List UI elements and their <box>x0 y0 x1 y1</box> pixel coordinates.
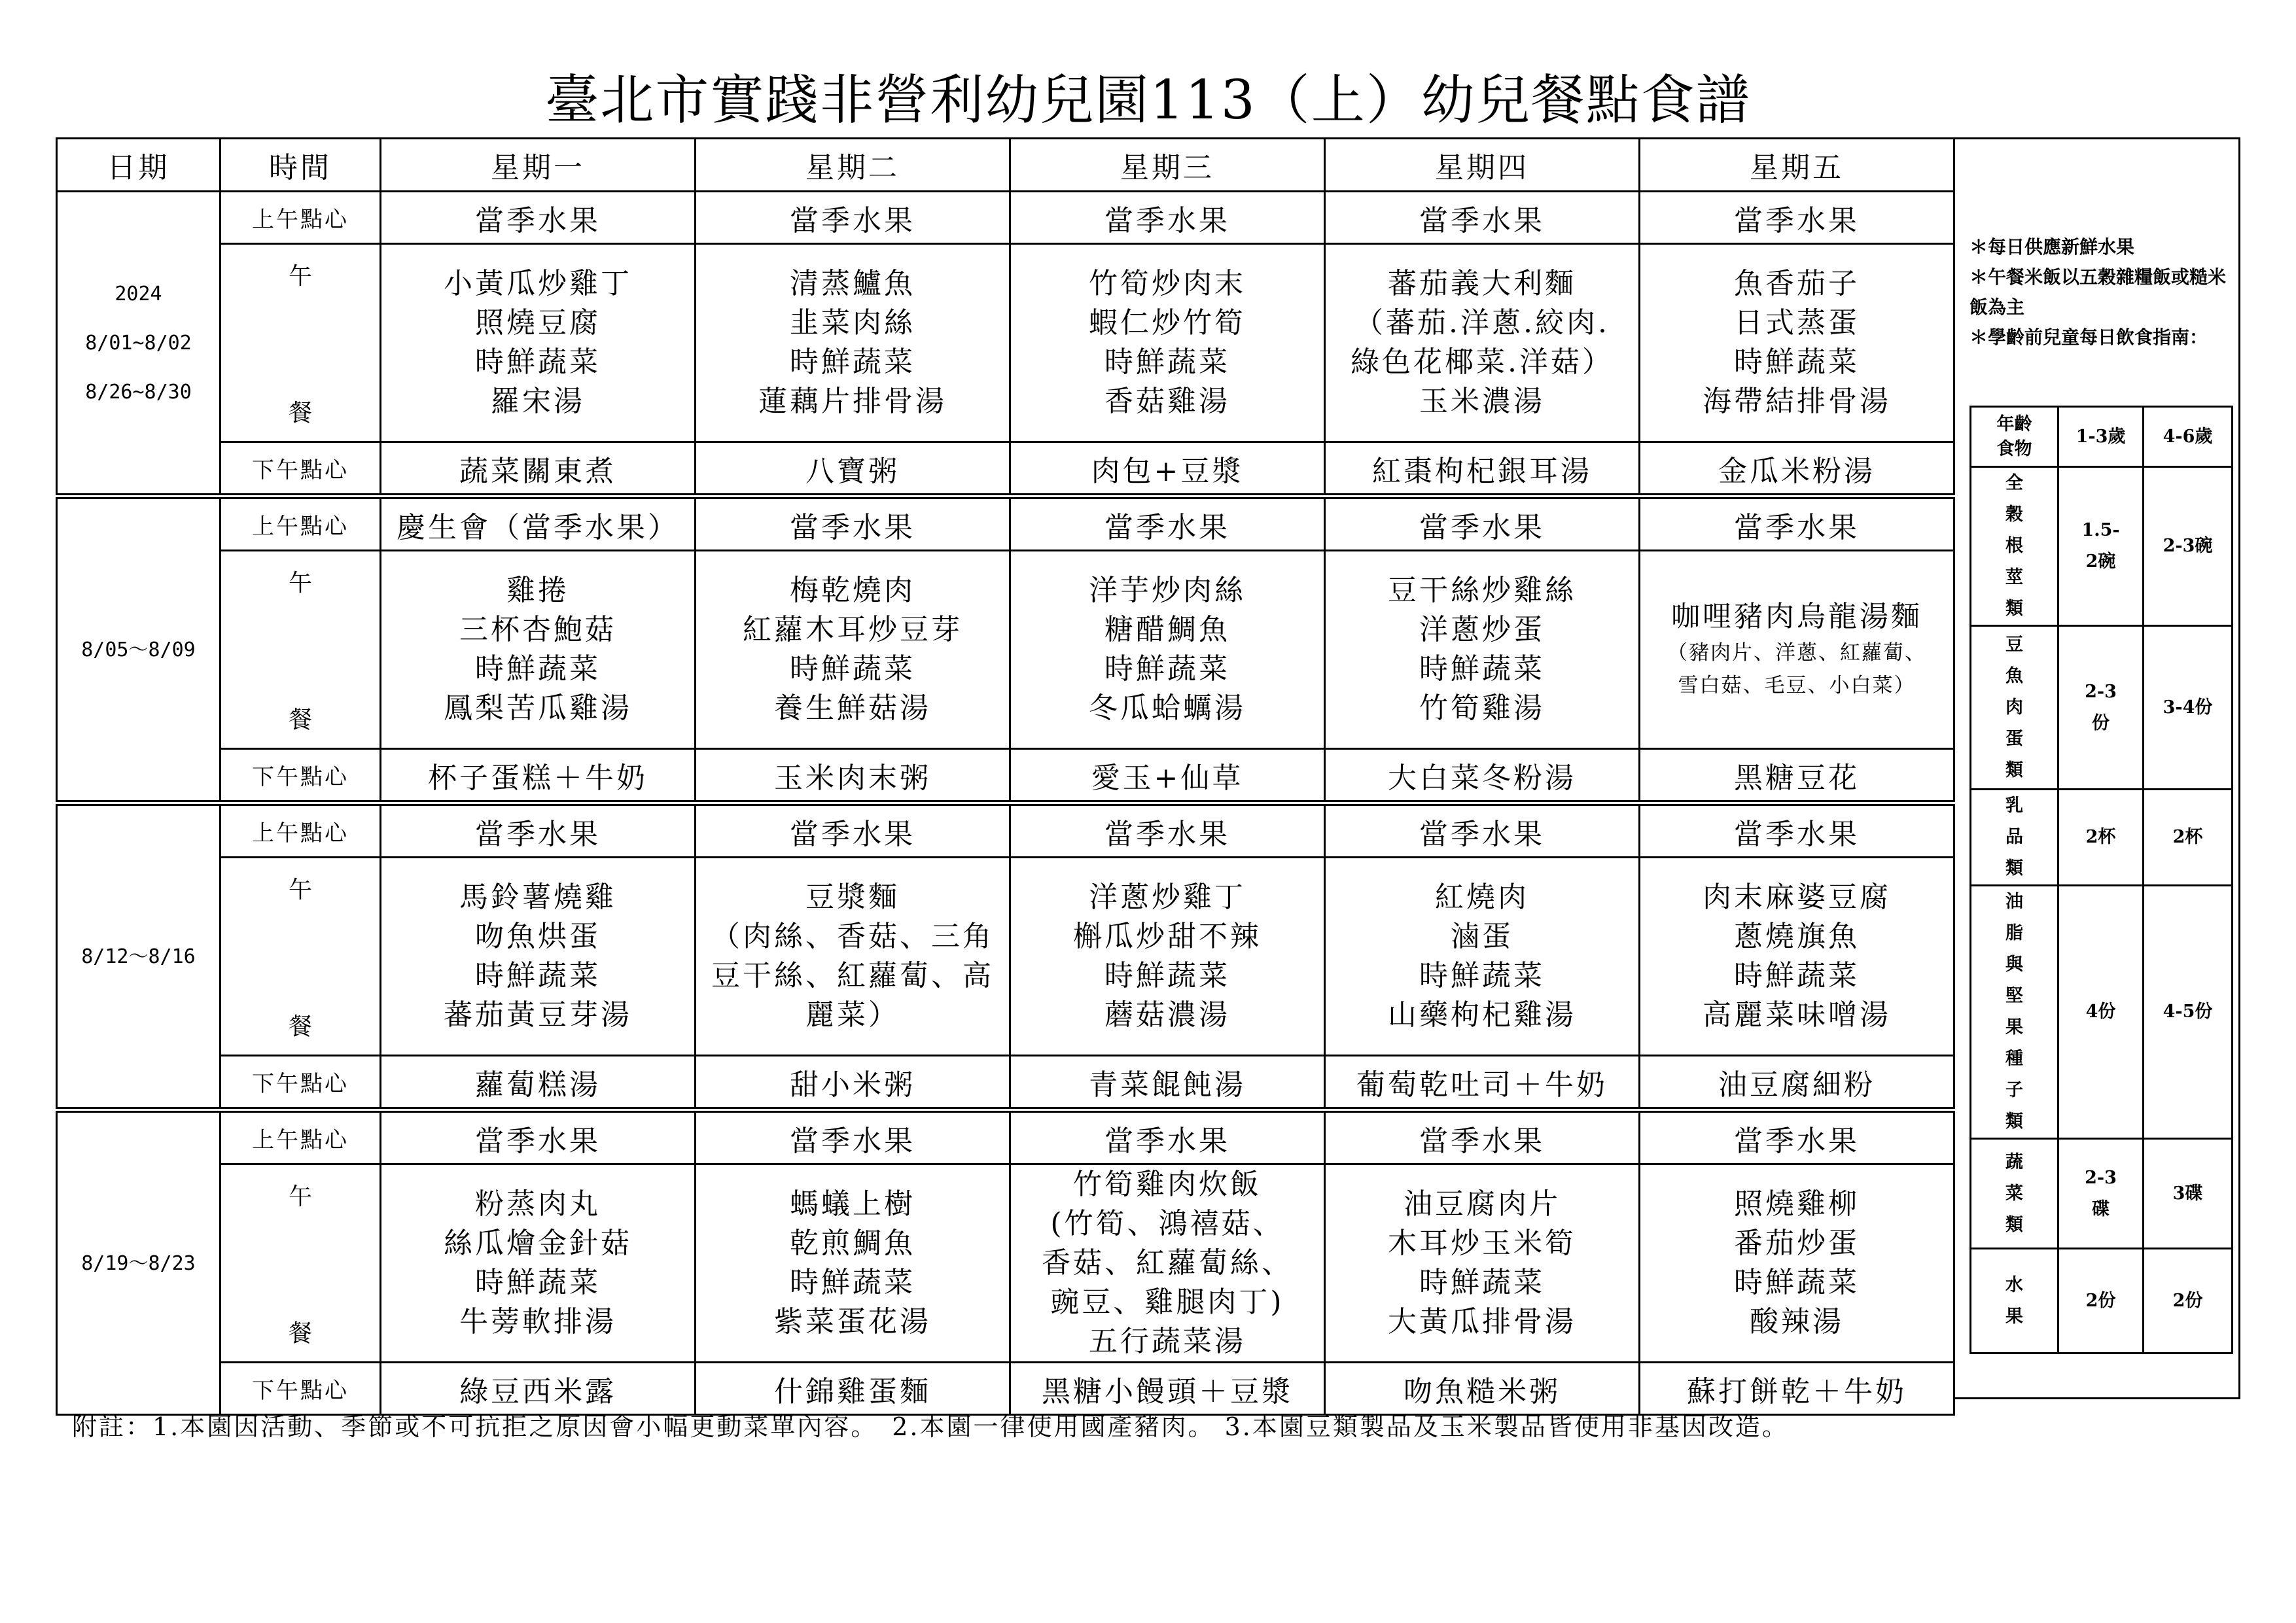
guide-amount-4-6-label: 2-3碗 <box>2163 536 2213 556</box>
week-date-line: 2024 <box>115 282 162 305</box>
header-monday: 星期一 <box>381 139 696 192</box>
lunch-dish: 乾煎鯛魚 <box>790 1227 915 1260</box>
snack-am-row <box>57 803 1954 858</box>
am-snack-tuesday: 當季水果 <box>696 497 1010 551</box>
lunch-dish: 小黃瓜炒雞丁 <box>444 267 632 300</box>
lunch-friday <box>1640 244 1954 442</box>
header-tuesday: 星期二 <box>696 139 1010 192</box>
lunch-dish: 香菇、紅蘿蔔絲、 <box>1042 1246 1293 1280</box>
slot-lunch-bottom: 餐 <box>288 1320 312 1347</box>
am-snack-monday: 當季水果 <box>381 192 696 244</box>
lunch-thursday <box>1325 1164 1640 1363</box>
lunch-dish: 三杯杏鮑菇 <box>459 613 616 646</box>
am-snack-monday: 當季水果 <box>381 1110 696 1164</box>
lunch-wednesday <box>1010 1164 1325 1363</box>
slot-am-snack: 上午點心 <box>221 497 381 551</box>
am-snack-tuesday: 當季水果 <box>696 192 1010 244</box>
pm-snack-friday: 蘇打餅乾＋牛奶 <box>1640 1363 1954 1415</box>
lunch-dish: 絲瓜燴金針菇 <box>444 1227 632 1260</box>
lunch-dish: 竹筍雞湯 <box>1419 691 1545 725</box>
lunch-dish: 時鮮蔬菜 <box>1734 959 1860 992</box>
guide-amount-1-3 <box>2058 467 2144 626</box>
am-snack-friday: 當季水果 <box>1640 192 1954 244</box>
week-date-line: 8/26~8/30 <box>85 380 192 404</box>
am-snack-thursday: 當季水果 <box>1325 192 1640 244</box>
snack-pm-row <box>57 749 1954 803</box>
header-wednesday: 星期三 <box>1010 139 1325 192</box>
guide-food-label: 蔬菜類 <box>2005 1151 2023 1235</box>
slot-lunch <box>221 551 381 749</box>
lunch-dish: 時鮮蔬菜 <box>1104 652 1230 686</box>
lunch-dish: 五行蔬菜湯 <box>1089 1325 1246 1358</box>
lunch-dish: 洋蔥炒蛋 <box>1419 613 1545 646</box>
lunch-friday <box>1640 858 1954 1056</box>
lunch-dish: 時鮮蔬菜 <box>790 345 915 379</box>
lunch-dish: 木耳炒玉米筍 <box>1388 1227 1576 1260</box>
guide-amount-1-3-label: 1.5-2碗 <box>2081 520 2120 572</box>
pm-snack-wednesday: 黑糖小饅頭＋豆漿 <box>1010 1363 1325 1415</box>
page-title: 臺北市實踐非營利幼兒園113（上）幼兒餐點食譜 <box>545 69 1751 131</box>
lunch-dish: 時鮮蔬菜 <box>1104 345 1230 379</box>
lunch-dish: 大黃瓜排骨湯 <box>1388 1305 1576 1338</box>
lunch-dish: （豬肉片、洋蔥、紅蘿蔔、 <box>1667 641 1926 665</box>
am-snack-friday: 當季水果 <box>1640 1110 1954 1164</box>
week-date-line: 8/12～8/16 <box>81 945 196 968</box>
guide-header-age-4-6: 4-6歲 <box>2144 407 2233 467</box>
guide-food-label: 全穀根莖類 <box>2005 473 2023 619</box>
lunch-dish: （肉絲、香菇、三角 <box>711 920 994 953</box>
lunch-dish: 酸辣湯 <box>1750 1305 1844 1338</box>
lunch-dish: 時鮮蔬菜 <box>475 652 601 686</box>
lunch-dish: 蔥燒旗魚 <box>1734 920 1860 953</box>
lunch-dish: 洋蔥炒雞丁 <box>1089 881 1246 914</box>
guide-amount-4-6 <box>2144 790 2233 886</box>
guide-food-group <box>1971 467 2058 626</box>
am-snack-wednesday: 當季水果 <box>1010 497 1325 551</box>
guide-food-group <box>1971 1249 2058 1353</box>
footnote: 附註：1.本園因活動、季節或不可抗拒之原因會小幅更動菜單內容。 2.本園一律使用國產豬肉。 3.本園豆類製品及玉米製品皆使用非基因改造。 <box>72 1412 1789 1441</box>
header-time: 時間 <box>221 139 381 192</box>
lunch-tuesday <box>696 858 1010 1056</box>
pm-snack-wednesday: 愛玉+仙草 <box>1010 749 1325 803</box>
menu-table <box>56 137 1955 1416</box>
am-snack-friday: 當季水果 <box>1640 497 1954 551</box>
lunch-dish: 麗菜） <box>805 998 900 1032</box>
lunch-dish: 時鮮蔬菜 <box>475 959 601 992</box>
guide-food-group <box>1971 886 2058 1139</box>
lunch-dish: 時鮮蔬菜 <box>475 345 601 379</box>
lunch-dish: 豆漿麵 <box>805 881 900 914</box>
menu-body <box>57 192 1954 1415</box>
lunch-dish: 紅燒肉 <box>1435 881 1529 914</box>
slot-pm-snack: 下午點心 <box>221 442 381 497</box>
guide-amount-4-6 <box>2144 1249 2233 1353</box>
guide-header-row <box>1971 407 2233 467</box>
lunch-dish: 蝦仁炒竹筍 <box>1089 306 1246 340</box>
lunch-friday <box>1640 551 1954 749</box>
guide-amount-4-6 <box>2144 886 2233 1139</box>
guide-header-age: 年齡 <box>1996 413 2032 434</box>
guide-row <box>1971 626 2233 790</box>
pm-snack-thursday: 吻魚糙米粥 <box>1325 1363 1640 1415</box>
lunch-dish: 時鮮蔬菜 <box>1419 959 1545 992</box>
lunch-dish: 螞蟻上樹 <box>790 1187 915 1221</box>
lunch-dish: 竹筍雞肉炊飯 <box>1073 1168 1262 1201</box>
header-date: 日期 <box>57 139 221 192</box>
guide-header-food: 食物 <box>1996 438 2032 459</box>
lunch-tuesday <box>696 551 1010 749</box>
guide-amount-1-3 <box>2058 886 2144 1139</box>
lunch-dish: 豆干絲、紅蘿蔔、高 <box>711 959 994 992</box>
lunch-dish: 梅乾燒肉 <box>790 574 915 607</box>
lunch-dish: 牛蒡軟排湯 <box>459 1305 616 1338</box>
pm-snack-wednesday: 青菜餛飩湯 <box>1010 1056 1325 1110</box>
snack-pm-row <box>57 1056 1954 1110</box>
slot-lunch-top: 午 <box>288 263 312 290</box>
lunch-dish: 雪白菇、毛豆、小白菜） <box>1678 674 1916 697</box>
am-snack-thursday: 當季水果 <box>1325 497 1640 551</box>
snack-am-row <box>57 1110 1954 1164</box>
notes <box>1969 232 2231 353</box>
guide-amount-4-6-label: 2杯 <box>2172 827 2203 847</box>
lunch-dish: 照燒雞柳 <box>1734 1187 1860 1221</box>
am-snack-thursday: 當季水果 <box>1325 1110 1640 1164</box>
lunch-dish: 雞捲 <box>506 574 569 607</box>
lunch-monday <box>381 551 696 749</box>
pm-snack-thursday: 葡萄乾吐司＋牛奶 <box>1325 1056 1640 1110</box>
week-date-line: 8/05～8/09 <box>81 638 196 661</box>
week-date-line: 8/01~8/02 <box>85 331 192 355</box>
lunch-dish: 山藥枸杞雞湯 <box>1388 998 1576 1032</box>
lunch-dish: 養生鮮菇湯 <box>774 691 931 725</box>
lunch-thursday <box>1325 244 1640 442</box>
lunch-dish: 鳳梨苦瓜雞湯 <box>444 691 632 725</box>
lunch-dish: 時鮮蔬菜 <box>1419 1266 1545 1299</box>
lunch-dish: 蘑菇濃湯 <box>1104 998 1230 1032</box>
am-snack-friday: 當季水果 <box>1640 803 1954 858</box>
lunch-row <box>57 1164 1954 1363</box>
lunch-wednesday <box>1010 244 1325 442</box>
slot-am-snack: 上午點心 <box>221 803 381 858</box>
lunch-thursday <box>1325 551 1640 749</box>
pm-snack-tuesday: 八寶粥 <box>696 442 1010 497</box>
guide-row <box>1971 467 2233 626</box>
lunch-tuesday <box>696 244 1010 442</box>
lunch-dish: 時鮮蔬菜 <box>790 652 915 686</box>
guide-amount-4-6-label: 3碟 <box>2172 1183 2203 1204</box>
guide-amount-1-3-label: 2-3份 <box>2085 681 2117 733</box>
guide-food-label: 油脂與堅果種子類 <box>2005 892 2023 1132</box>
lunch-thursday <box>1325 858 1640 1056</box>
guide-row <box>1971 790 2233 886</box>
pm-snack-tuesday: 甜小米粥 <box>696 1056 1010 1110</box>
pm-snack-friday: 金瓜米粉湯 <box>1640 442 1954 497</box>
header-row <box>57 139 1954 192</box>
am-snack-monday: 當季水果 <box>381 803 696 858</box>
lunch-dish: 照燒豆腐 <box>475 306 601 340</box>
week-date-cell <box>57 1110 221 1415</box>
guide-amount-4-6 <box>2144 467 2233 626</box>
am-snack-monday: 慶生會（當季水果） <box>381 497 696 551</box>
lunch-dish: 吻魚烘蛋 <box>475 920 601 953</box>
week-date-cell <box>57 192 221 497</box>
slot-lunch-bottom: 餐 <box>288 707 312 733</box>
am-snack-thursday: 當季水果 <box>1325 803 1640 858</box>
lunch-dish: 番茄炒蛋 <box>1734 1227 1860 1260</box>
lunch-dish: 時鮮蔬菜 <box>475 1266 601 1299</box>
lunch-dish: (竹筍、鴻禧菇、 <box>1050 1207 1284 1240</box>
lunch-dish: 豌豆、雞腿肉丁) <box>1050 1285 1284 1319</box>
note-line: ＊學齡前兒童每日飲食指南： <box>1969 326 2208 348</box>
lunch-dish: （蕃茄.洋蔥.絞肉. <box>1354 306 1610 340</box>
header-thursday: 星期四 <box>1325 139 1640 192</box>
lunch-dish: 日式蒸蛋 <box>1734 306 1860 340</box>
diet-guide-table <box>1969 406 2233 1354</box>
guide-food-group <box>1971 790 2058 886</box>
lunch-dish: 糖醋鯛魚 <box>1104 613 1230 646</box>
guide-food-label: 豆魚肉蛋類 <box>2005 634 2023 780</box>
lunch-dish: 紫菜蛋花湯 <box>774 1305 931 1338</box>
lunch-dish: 蕃茄義大利麵 <box>1388 267 1576 300</box>
lunch-dish: 玉米濃湯 <box>1419 385 1545 418</box>
week-date-cell <box>57 803 221 1110</box>
guide-col1-label: 1-3歲 <box>2075 426 2126 447</box>
lunch-dish: 時鮮蔬菜 <box>1419 652 1545 686</box>
lunch-dish: 馬鈴薯燒雞 <box>459 881 616 914</box>
guide-amount-1-3 <box>2058 1249 2144 1353</box>
slot-lunch-bottom: 餐 <box>288 1013 312 1040</box>
pm-snack-friday: 黑糖豆花 <box>1640 749 1954 803</box>
pm-snack-monday: 蘿蔔糕湯 <box>381 1056 696 1110</box>
guide-food-group <box>1971 626 2058 790</box>
lunch-dish: 咖哩豬肉烏龍湯麵 <box>1671 600 1922 633</box>
slot-lunch-top: 午 <box>288 570 312 597</box>
lunch-monday <box>381 1164 696 1363</box>
lunch-row <box>57 858 1954 1056</box>
slot-pm-snack: 下午點心 <box>221 1363 381 1415</box>
lunch-monday <box>381 858 696 1056</box>
guide-row <box>1971 1249 2233 1353</box>
guide-amount-4-6-label: 2份 <box>2172 1290 2203 1311</box>
lunch-dish: 時鮮蔬菜 <box>790 1266 915 1299</box>
lunch-dish: 羅宋湯 <box>491 385 585 418</box>
guide-amount-4-6-label: 3-4份 <box>2163 697 2213 718</box>
lunch-dish: 魚香茄子 <box>1734 267 1860 300</box>
lunch-dish: 竹筍炒肉末 <box>1089 267 1246 300</box>
lunch-dish: 韭菜肉絲 <box>790 306 915 340</box>
slot-am-snack: 上午點心 <box>221 192 381 244</box>
pm-snack-tuesday: 玉米肉末粥 <box>696 749 1010 803</box>
pm-snack-wednesday: 肉包+豆漿 <box>1010 442 1325 497</box>
pm-snack-friday: 油豆腐細粉 <box>1640 1056 1954 1110</box>
lunch-row <box>57 244 1954 442</box>
lunch-friday <box>1640 1164 1954 1363</box>
slot-lunch-top: 午 <box>288 1183 312 1210</box>
lunch-dish: 肉末麻婆豆腐 <box>1703 881 1891 914</box>
lunch-dish: 槲瓜炒甜不辣 <box>1073 920 1262 953</box>
guide-body <box>1971 407 2233 1353</box>
header-friday: 星期五 <box>1640 139 1954 192</box>
lunch-dish: 時鮮蔬菜 <box>1734 1266 1860 1299</box>
pm-snack-thursday: 大白菜冬粉湯 <box>1325 749 1640 803</box>
guide-header-corner <box>1971 407 2058 467</box>
lunch-dish: 洋芋炒肉絲 <box>1089 574 1246 607</box>
note-line: ＊每日供應新鮮水果 <box>1969 236 2135 258</box>
lunch-wednesday <box>1010 551 1325 749</box>
slot-lunch-bottom: 餐 <box>288 400 312 427</box>
guide-amount-4-6 <box>2144 1139 2233 1249</box>
lunch-dish: 蓮藕片排骨湯 <box>758 385 947 418</box>
lunch-dish: 時鮮蔬菜 <box>1104 959 1230 992</box>
lunch-dish: 滷蛋 <box>1451 920 1513 953</box>
lunch-row <box>57 551 1954 749</box>
guide-amount-1-3-label: 2杯 <box>2085 827 2116 847</box>
guide-food-group <box>1971 1139 2058 1249</box>
guide-header-age-1-3 <box>2058 407 2144 467</box>
slot-lunch <box>221 858 381 1056</box>
lunch-dish: 高麗菜味噌湯 <box>1703 998 1891 1032</box>
lunch-tuesday <box>696 1164 1010 1363</box>
lunch-dish: 蕃茄黃豆芽湯 <box>444 998 632 1032</box>
lunch-monday <box>381 244 696 442</box>
guide-amount-1-3-label: 2-3碟 <box>2085 1167 2117 1219</box>
pm-snack-tuesday: 什錦雞蛋麵 <box>696 1363 1010 1415</box>
pm-snack-monday: 蔬菜關東煮 <box>381 442 696 497</box>
guide-amount-1-3 <box>2058 626 2144 790</box>
guide-amount-4-6 <box>2144 626 2233 790</box>
guide-amount-4-6-label: 4-5份 <box>2163 1002 2213 1022</box>
guide-amount-1-3 <box>2058 1139 2144 1249</box>
am-snack-tuesday: 當季水果 <box>696 1110 1010 1164</box>
lunch-dish: 香菇雞湯 <box>1104 385 1230 418</box>
snack-pm-row <box>57 442 1954 497</box>
am-snack-wednesday: 當季水果 <box>1010 803 1325 858</box>
am-snack-wednesday: 當季水果 <box>1010 1110 1325 1164</box>
pm-snack-thursday: 紅棗枸杞銀耳湯 <box>1325 442 1640 497</box>
slot-lunch <box>221 244 381 442</box>
note-line: ＊午餐米飯以五穀雜糧飯或糙米飯為主 <box>1969 266 2227 318</box>
week-date-cell <box>57 497 221 803</box>
lunch-dish: 紅蘿木耳炒豆芽 <box>743 613 963 646</box>
slot-am-snack: 上午點心 <box>221 1110 381 1164</box>
lunch-wednesday <box>1010 858 1325 1056</box>
am-snack-wednesday: 當季水果 <box>1010 192 1325 244</box>
guide-food-label: 乳品類 <box>2005 795 2023 879</box>
snack-am-row <box>57 497 1954 551</box>
lunch-dish: 海帶結排骨湯 <box>1703 385 1891 418</box>
slot-pm-snack: 下午點心 <box>221 749 381 803</box>
lunch-dish: 清蒸鱸魚 <box>790 267 915 300</box>
guide-food-label: 水果 <box>2005 1274 2023 1327</box>
guide-amount-1-3 <box>2058 790 2144 886</box>
slot-pm-snack: 下午點心 <box>221 1056 381 1110</box>
slot-lunch-top: 午 <box>288 877 312 903</box>
guide-row <box>1971 886 2233 1139</box>
pm-snack-monday: 綠豆西米露 <box>381 1363 696 1415</box>
lunch-dish: 粉蒸肉丸 <box>475 1187 601 1221</box>
week-date-line: 8/19～8/23 <box>81 1251 196 1275</box>
guide-row <box>1971 1139 2233 1249</box>
lunch-dish: 豆干絲炒雞絲 <box>1388 574 1576 607</box>
snack-am-row <box>57 192 1954 244</box>
slot-lunch <box>221 1164 381 1363</box>
lunch-dish: 時鮮蔬菜 <box>1734 345 1860 379</box>
lunch-dish: 油豆腐肉片 <box>1404 1187 1561 1221</box>
am-snack-tuesday: 當季水果 <box>696 803 1010 858</box>
guide-amount-1-3-label: 4份 <box>2085 1002 2116 1022</box>
pm-snack-monday: 杯子蛋糕＋牛奶 <box>381 749 696 803</box>
lunch-dish: 冬瓜蛤蠣湯 <box>1089 691 1246 725</box>
lunch-dish: 綠色花椰菜.洋菇） <box>1351 345 1614 379</box>
guide-amount-1-3-label: 2份 <box>2085 1290 2116 1311</box>
